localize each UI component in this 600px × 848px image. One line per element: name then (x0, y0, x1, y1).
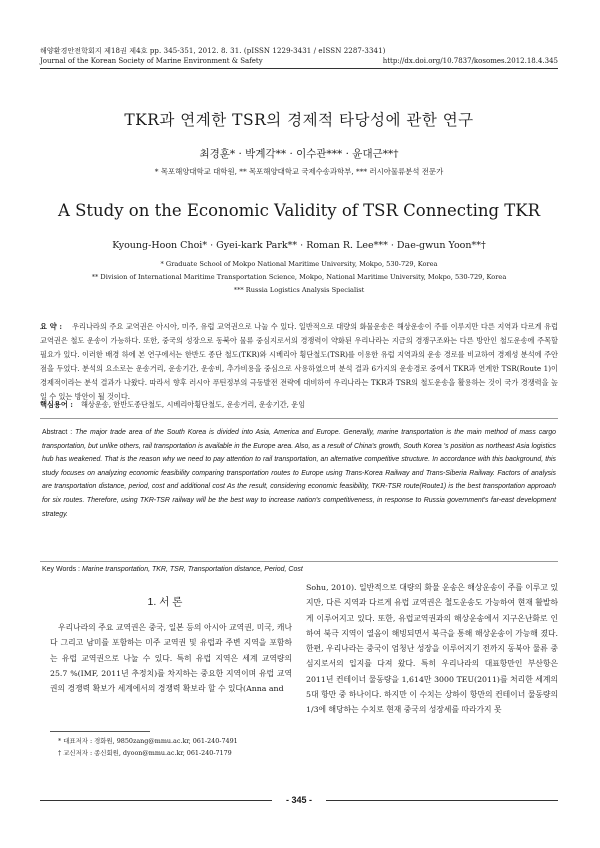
journal-header-ko: 해양환경안전학회지 제18권 제4호 pp. 345-351, 2012. 8. 31. (pISSN 1229-3431 / eISSN 2287-3341) (40, 47, 386, 55)
footnote-corresponding-author: † 교신저자 : 종신회원, dyoon@mmu.ac.kr, 061-240-7179 (58, 749, 232, 757)
authors-en: Kyoung-Hoon Choi* · Gyei-kark Park** · Roman R. Lee*** · Dae-gwun Yoon**† (112, 240, 486, 251)
body-right-column: Sohu, 2010). 일반적으로 대량의 화물 운송은 해상운송이 주를 이루고 있지만, 다른 지역과 다르게 유럽 교역권은 철도운송도 가능하여 현재 활발하게 이루어지고 있다. 또한, 유럽교역권과의 해상운송에서 지구온난화로 인하여 북극 지역이 열음이 해빙되면서 북극을 통해 해상운송이 가능해 졌다. 한편, 우리나라는 중국이 엄청난 성장을 이루어지기 전까지 동북아 물류 중심지로서의 입지를 다져 왔다. 특히 우리나라의 대표항만인 부산항은 2011년 컨테이너 물동량을 1,614만 3000 TEU(2011)를 처리한 세계의 5대 항만 중 하나이다. 하지만 이 수치는 상하이 항만의 컨테이너 물동량의 1/3에 해당하는 수치로 현재 중국의 성장세를 따라가지 못 (306, 583, 558, 715)
body-left-text: 우리나라의 주요 교역권은 중국, 일본 등의 아시아 교역권, 미국, 캐나다 그리고 남미를 포함하는 미주 교역권 및 유럽과 주변 지역을 포함하는 유럽 교역권으로 나눌 수 있다. 특히 유럽 지역은 세계 교역량의 25.7 %(IMF, 2011년 추정치)를 차지하는 중요한 지역이며 유럽 교역권의 경쟁력 확보가 세계에서의 경쟁력 확보라 할 수 있다(Anna and (50, 623, 292, 694)
affiliation-en-2: ** Division of International Maritime Transportation Science, Mokpo, National Maritime University, Mokpo, 530-729, Korea (91, 273, 507, 281)
paper-title-ko: TKR과 연계한 TSR의 경제적 타당성에 관한 연구 (124, 111, 474, 129)
abstract-ko-label: 요 약 : (40, 322, 63, 331)
header-rule (40, 68, 558, 69)
keywords-en (42, 566, 556, 573)
journal-name-en: Journal of the Korean Society of Marine Environment & Safety (40, 57, 263, 65)
keywords-en-label: Key Words : (42, 566, 80, 573)
affiliation-en-3: *** Russia Logistics Analysis Specialist (233, 286, 365, 294)
keywords-en-text: Marine transportation, TKR, TSR, Transportation distance, Period, Cost (81, 566, 303, 573)
abstract-ko (40, 320, 558, 404)
keywords-ko-text: 해상운송, 한반도종단철도, 시베리아횡단철도, 운송거리, 운송기간, 운임 (80, 400, 306, 409)
authors-ko: 최경훈* · 박계각** · 이수관*** · 윤대근**† (199, 148, 399, 160)
body-left-column (50, 620, 292, 696)
page-number: - 345 - (285, 795, 312, 805)
journal-header-en (40, 57, 558, 65)
affiliation-en-1: * Graduate School of Mokpo National Maritime University, Mokpo, 530-729, Korea (160, 260, 438, 268)
footnote-first-author: * 대표저자 : 경화원, 9850zang@mmu.ac.kr, 061-240-7491 (58, 737, 238, 745)
footnote-rule (50, 731, 150, 732)
keywords-ko (40, 400, 558, 410)
paper-title-en: A Study on the Economic Validity of TSR Connecting TKR (57, 201, 541, 220)
keywords-ko-label: 핵심용어 : (40, 400, 73, 409)
abstract-en (42, 426, 556, 521)
doi-link[interactable]: http://dx.doi.org/10.7837/kosomes.2012.18.4.345 (382, 57, 558, 65)
abstract-en-text: The major trade area of the South Korea is divided into Asia, America and Europe. Generally, marine transportation is the main method of mass cargo transportation, but unlike others, rail transportation is available in the Europe area. Also, as a result of China's growth, South Korea 's position as northeast Asia logistics hub has weakened. That is the reason why we need to pay attention to rail transportation, an alternative competitive structure. In accordance with this background, this study focuses on analyzing economic feasibility comparing transportation routes to Europe using Trans-Korea Railway and Trans-Siberia Railway. Factors of analysis are transportation distance, period, cost and additional cost As the result, considering economic feasibility, TKR-TSR route(Route1) is the best transportation approach for six routes. Therefore, using TKR-TSR railway will be the best way to increase nation's competitiveness, in response to Russia government's far-east development strategy. (42, 429, 556, 518)
affiliations-ko: * 목포해양대학교 대학원, ** 목포해양대학교 국제수송과학부, *** 러시아물류분석 전문가 (154, 167, 444, 176)
abstract-ko-text: 우리나라의 주요 교역권은 아시아, 미주, 유럽 교역권으로 나눌 수 있다. 일반적으로 대량의 화물운송은 해상운송이 주를 이루지만 다른 지역과 다르게 유럽 교역권은 철도 운송이 가능하다. 또한, 중국의 성장으로 동북아 물류 중심지로서의 경쟁력이 약화된 우리나라는 지금의 경쟁구조와는 다른 방안인 철도운송에 주목할 필요가 있다. 이러한 배경 하에 본 연구에서는 한반도 종단 철도(TKR)와 시베리아 횡단철도(TSR)를 이용한 유럽 지역과의 운송 경로를 비교하여 경제성 분석에 주안점을 두었다. 분석의 요소로는 운송거리, 운송기간, 운송비, 추가비용을 중심으로 사용하였으며 분석 결과 6가지의 운송경로 중에서 TKR과 연계한 TSR(Route 1)이 경제적이라는 분석 결과가 나왔다. 따라서 향후 러시아 푸틴정부의 극동발전 전략에 대비하여 우리나라는 TKR과 TSR의 철도운송을 활용하는 것이 국가 경쟁력을 높일 수 있는 방안이 될 것이다. (40, 322, 558, 401)
section-title-introduction: 1. 서 론 (147, 596, 183, 608)
abstract-en-label: Abstract : (42, 429, 73, 436)
